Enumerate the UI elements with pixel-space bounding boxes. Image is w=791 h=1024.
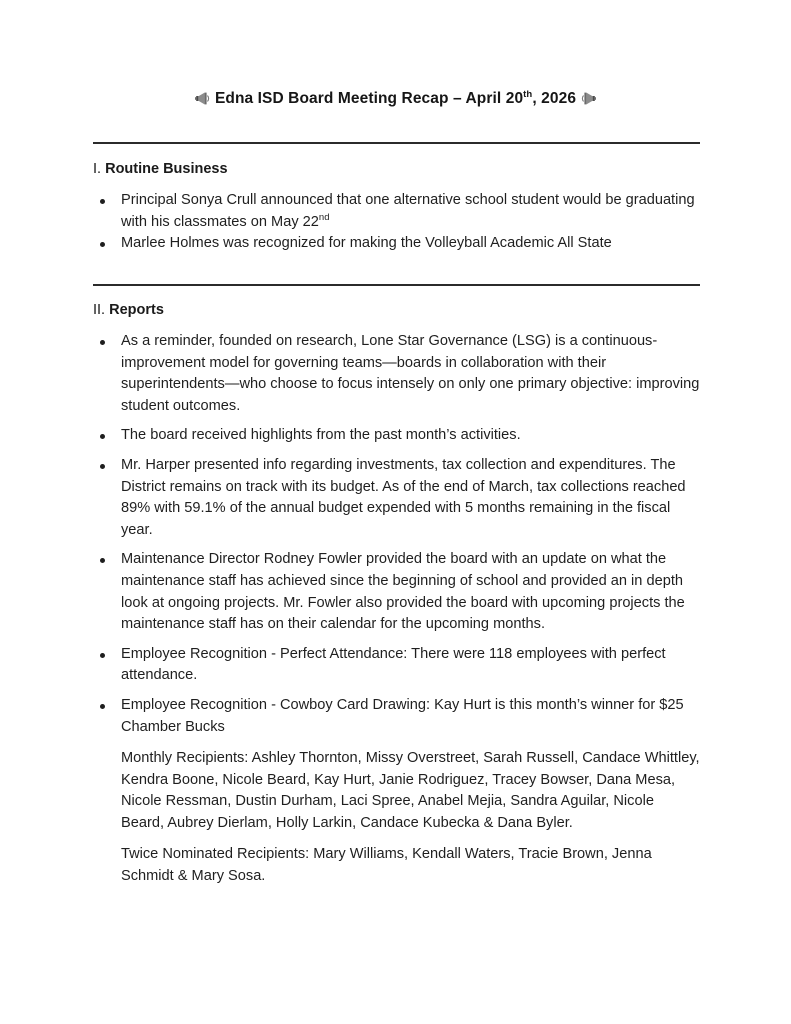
list-item <box>93 233 700 255</box>
megaphone-icon <box>193 90 211 107</box>
section-numeral: I. <box>93 161 102 177</box>
horizontal-divider <box>93 284 700 286</box>
list-item-text: Employee Recognition - Perfect Attendance: There were 118 employees with perfect attendance. <box>121 645 666 684</box>
horizontal-divider <box>93 142 700 144</box>
list-item-text: As a reminder, founded on research, Lone Star Governance (LSG) is a continuous-improvement model for governing teams—boards in collaboration with their superintendents—who choose to focus intensely on only one primary objective: improving student outcomes. <box>121 333 700 414</box>
megaphone-icon <box>580 90 598 107</box>
list-item <box>93 331 700 417</box>
list-item <box>93 425 700 447</box>
page-title-text: Edna ISD Board Meeting Recap – April 20 <box>214 90 524 107</box>
list-item <box>93 644 700 687</box>
monthly-recipients-paragraph: Monthly Recipients: Ashley Thornton, Missy Overstreet, Sarah Russell, Candace Whittley, Kendra Boone, Nicole Beard, Kay Hurt, Janie Rodriguez, Tracey Bowser, Dana Mesa, Nicole Ressman, Dustin Durham, Laci Spree, Anabel Mejia, Sandra Aguilar, Nicole Beard, Aubrey Dierlam, Holly Larkin, Candace Kubecka & Dana Byler. <box>121 750 700 831</box>
page-title <box>0 0 791 110</box>
section-label: Reports <box>109 302 164 318</box>
list-item-ordinal-suffix: nd <box>318 211 330 223</box>
list-item-text: Employee Recognition - Cowboy Card Drawing: Kay Hurt is this month’s winner for $25 Chamber Bucks <box>121 696 684 735</box>
section-heading-routine-business <box>93 159 228 179</box>
list-item-text: The board received highlights from the past month’s activities. <box>121 427 521 444</box>
page-title-year: , 2026 <box>532 90 577 107</box>
list-item-text: Principal Sonya Crull announced that one alternative school student would be graduating with his classmates on May 22 <box>121 192 695 230</box>
list-item-text: Mr. Harper presented info regarding investments, tax collection and expenditures. The District remains on track with its budget. As of the end of March, tax collections reached 89% with 59.1% of the annual budget expended with 5 months remaining in the fiscal year. <box>121 456 686 538</box>
page-title-ordinal-suffix: th <box>523 88 533 100</box>
section-heading-reports <box>93 300 164 320</box>
twice-nominated-recipients-paragraph: Twice Nominated Recipients: Mary Williams, Kendall Waters, Tracie Brown, Jenna Schmidt & Mary Sosa. <box>121 846 652 885</box>
section-numeral: II. <box>93 302 106 318</box>
list-item-text: Marlee Holmes was recognized for making the Volleyball Academic All State <box>121 235 612 252</box>
list-item <box>93 455 700 541</box>
section-label: Routine Business <box>105 161 228 177</box>
list-item <box>93 695 700 888</box>
bullet-list-routine-business <box>93 190 700 255</box>
list-item-text: Maintenance Director Rodney Fowler provided the board with an update on what the maintenance staff has achieved since the beginning of school and provided an in depth look at ongoing projects. Mr. Fowler also provided the board with upcoming projects the maintenance staff has on their calendar for the upcoming months. <box>121 551 685 633</box>
list-item <box>93 190 700 233</box>
list-item <box>93 549 700 635</box>
bullet-list-reports <box>93 331 700 896</box>
